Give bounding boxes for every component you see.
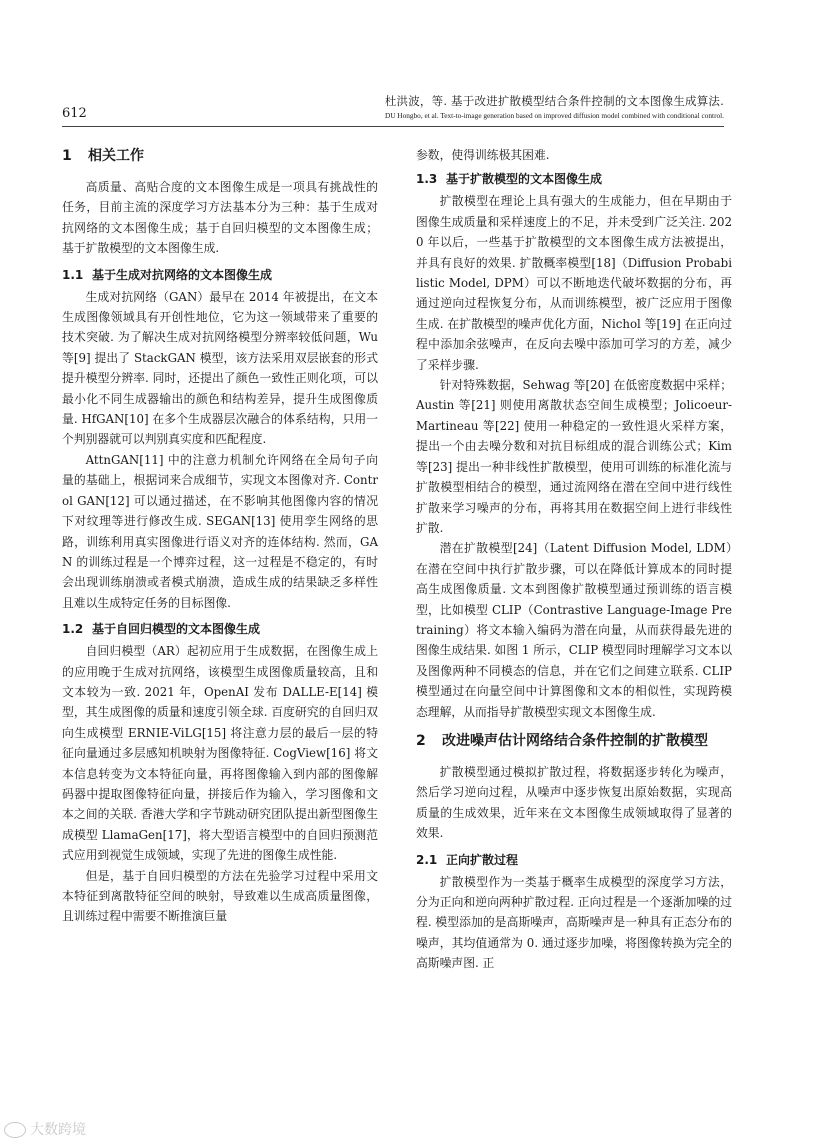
section-1-heading — [62, 145, 378, 167]
section-number: 1 — [62, 148, 72, 164]
header-rule — [62, 126, 724, 127]
section-title: 正向扩散过程 — [446, 852, 519, 867]
section-title: 基于扩散模型的文本图像生成 — [446, 172, 603, 187]
section-number: 2.1 — [416, 852, 438, 867]
section-number: 1.2 — [62, 622, 84, 637]
section-number: 2 — [416, 732, 426, 749]
running-header-en: DU Hongbo, et al. Text-to-image generation based on improved diffusion model combined with conditional control. — [384, 111, 724, 120]
paragraph: 扩散模型通过模拟扩散过程，将数据逐步转化为噪声，然后学习逆向过程，从噪声中逐步恢复出原始数据，实现高质量的生成效果，近年来在文本图像生成领域取得了显著的效果. — [416, 764, 732, 841]
section-1-1-heading — [62, 265, 378, 285]
paragraph: 自回归模型（AR）起初应用于生成数据，在图像生成上的应用晚于生成对抗网络，该模型生成图像质量较高，且和文本较为一致. 2021 年，OpenAI 发布 DALLE-E[14] 模型，其生成图像的质量和速度引领全球. 百度研究的自回归双向生成模型 ERNIE-ViLG[15] 将注意力层的最后一层的特征向量通过多层感知机映射为图像特征. CogView[16] 将文本信息转变为文本特征向量，再将图像输入到内部的图像解码器中提取图像特征向量，拼接后作为输入，学习图像和文本之间的关联. 香港大学和字节跳动研究团队提出新型图像生成模型 LlamaGen[17]，将大型语言模型中的自回归预测范式应用到视觉生成领域，实现了先进的图像生成性能. — [62, 644, 378, 863]
watermark-logo-icon — [4, 1122, 26, 1138]
paragraph: 扩散模型作为一类基于概率生成模型的深度学习方法，分为正向和逆向两种扩散过程. 正向过程是一个逐渐加噪的过程. 模型添加的是高斯噪声，高斯噪声是一种具有正态分布的噪声，其均值通常为 0. 通过逐步加噪，将图像转换为完全的高斯噪声图. 正 — [416, 874, 732, 971]
section-number: 1.3 — [416, 172, 438, 187]
left-column — [62, 145, 378, 927]
paragraph: 潜在扩散模型[24]（Latent Diffusion Model, LDM）在潜在空间中执行扩散步骤，可以在降低计算成本的同时提高生成图像质量. 文本到图像扩散模型通过预训练的语言模型，比如模型 CLIP（Contrastive Language-Image Pretraining）将文本输入编码为潜在向量，从而获得最先进的图像生成结果. 如图 1 所示，CLIP 模型同时理解学习文本以及图像两种不同模态的信息，并在它们之间建立联系. CLIP 模型通过在向量空间中计算图像和文本的相似性，实现跨模态理解，从而指导扩散模型实现文本图像生成. — [416, 541, 732, 719]
section-2-1-heading — [416, 850, 732, 870]
section-title: 基于自回归模型的文本图像生成 — [92, 622, 261, 637]
section-title: 相关工作 — [88, 148, 144, 164]
paragraph: 高质量、高贴合度的文本图像生成是一项具有挑战性的任务，目前主流的深度学习方法基本分为三种：基于生成对抗网络的文本图像生成；基于自回归模型的文本图像生成；基于扩散模型的文本图像生成. — [62, 180, 378, 256]
section-title: 基于生成对抗网络的文本图像生成 — [92, 267, 273, 282]
paragraph: AttnGAN[11] 中的注意力机制允许网络在全局句子向量的基础上，根据词来合成细节，实现文本图像对齐. Control GAN[12] 可以通过描述，在不影响其他图像内容的情况下对纹理等进行修改生成. SEGAN[13] 使用孪生网络的思路，训练利用真实图像进行语义对齐的连体结构. 然而，GAN 的训练过程是一个博弈过程，这一过程是不稳定的，有时会出现训练崩溃或者模式崩溃，造成生成的结果缺乏多样性且难以生成特定任务的目标图像. — [62, 452, 378, 610]
paragraph: 扩散模型在理论上具有强大的生成能力，但在早期由于图像生成质量和采样速度上的不足，并未受到广泛关注. 2020 年以后，一些基于扩散模型的文本图像生成方法被提出，并具有良好的效果. 扩散概率模型[18]（Diffusion Probabilistic Model, DPM）可以不断地迭代破坏数据的分布，再通过逆向过程恢复分布，从而训练模型，被广泛应用于图像生成. 在扩散模型的噪声优化方面，Nichol 等[19] 在正向过程中添加余弦噪声，在反向去噪中添加可学习的方差，减少了采样步骤. — [416, 194, 732, 372]
running-header-cn: 杜洪波，等. 基于改进扩散模型结合条件控制的文本图像生成算法. — [384, 94, 724, 108]
paragraph: 但是，基于自回归模型的方法在先验学习过程中采用文本特征到离散特征空间的映射，导致难以生成高质量图像，且训练过程中需要不断推演巨量 — [62, 868, 378, 924]
watermark — [4, 1119, 86, 1139]
section-1-2-heading — [62, 619, 378, 639]
watermark-text: 大数跨境 — [30, 1122, 86, 1138]
right-column — [416, 145, 732, 974]
section-2-heading — [416, 730, 732, 752]
paragraph: 生成对抗网络（GAN）最早在 2014 年被提出，在文本生成图像领域具有开创性地位，它为这一领域带来了重要的技术突破. 为了解决生成对抗网络模型分辨率较低问题，Wu 等[9] 提出了 StackGAN 模型，该方法采用双层嵌套的形式提升模型分辨率. 同时，还提出了颜色一致性正则化项，可以最小化不同生成器输出的颜色和结构差异，提升生成图像质量. HfGAN[10] 在多个生成器层次融合的体系结构，只用一个判别器就可以判别真实度和匹配程度. — [62, 289, 378, 447]
paragraph: 针对特殊数据，Sehwag 等[20] 在低密度数据中采样；Austin 等[21] 则使用离散状态空间生成模型；Jolicoeur-Martineau 等[22] 使用一种稳定的一致性退火采样方案，提出一个由去噪分数和对抗目标组成的混合训练公式；Kim 等[23] 提出一种非线性扩散模型，使用可训练的标准化流与扩散模型相结合的模型，通过流网络在潜在空间中进行线性扩散来学习噪声的分布，再将其用在数据空间上进行非线性扩散. — [416, 378, 732, 535]
paragraph: 参数，使得训练极其困难. — [416, 148, 550, 162]
section-number: 1.1 — [62, 267, 84, 282]
section-1-3-heading — [416, 169, 732, 189]
page-number: 612 — [62, 106, 87, 121]
section-title: 改进噪声估计网络结合条件控制的扩散模型 — [442, 732, 708, 749]
